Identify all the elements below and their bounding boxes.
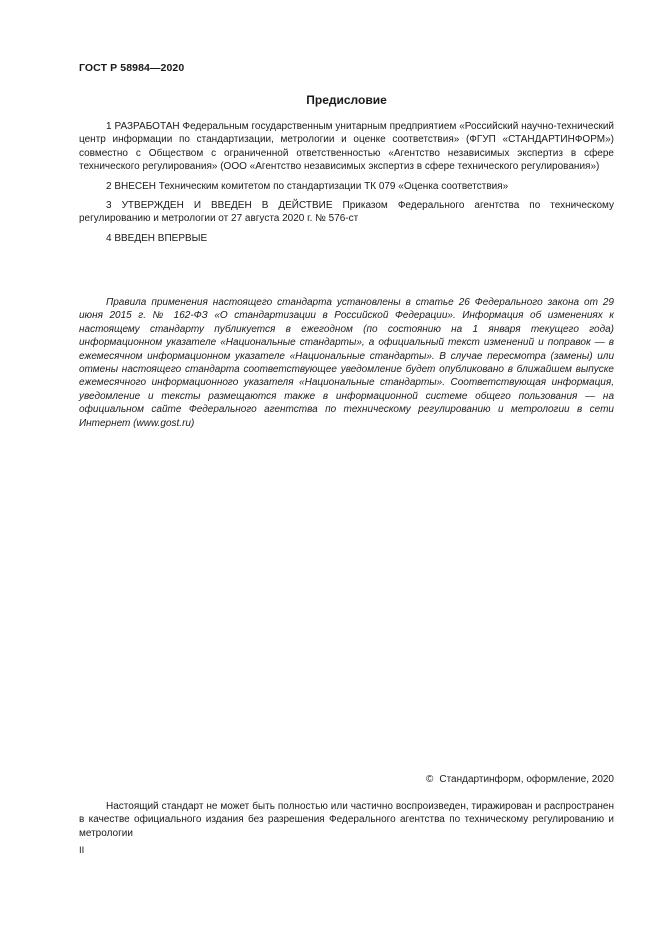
page-number: II xyxy=(79,845,85,856)
reproduction-rights-notice: Настоящий стандарт не может быть полностью или частично воспроизведен, тиражирован и распространен в качестве официального издания без разрешения Федерального агентства по техническому регулированию и метрологии xyxy=(79,801,614,839)
copyright-icon: © xyxy=(425,774,434,785)
application-rules-note: Правила применения настоящего стандарта установлены в статье 26 Федерального закона от 29 июня 2015 г. № 162-ФЗ «О стандартизации в Российской Федерации». Информация об изменениях к настоящему стандарту публикуется в ежегодном (по состоянию на 1 января текущего года) информационном указателе «Национальные стандарты», а официальный текст изменений и поправок — в ежемесячном информационном указателе «Национальные стандарты». В случае пересмотра (замены) или отмены настоящего стандарта соответствующее уведомление будет опубликовано в ближайшем выпуске ежемесячного информационного указателя «Национальные стандарты». Соответствующая информация, уведомление и тексты размещаются также в информационной системе общего пользования — на официальном сайте Федерального агентства по техническому регулированию и метрологии в сети Интернет (www.gost.ru) xyxy=(79,297,614,429)
preface-title: Предисловие xyxy=(306,93,387,107)
copyright-line xyxy=(426,774,614,785)
preface-items xyxy=(79,120,614,251)
preface-item-approved: 3 УТВЕРЖДЕН И ВВЕДЕН В ДЕЙСТВИЕ Приказом Федерального агентства по техническому регулированию и метрологии от 27 августа 2020 г. № 576-ст xyxy=(79,200,614,225)
preface-item-submitted: 2 ВНЕСЕН Техническим комитетом по стандартизации ТК 079 «Оценка соответствия» xyxy=(106,180,509,192)
preface-item-introduced: 4 ВВЕДЕН ВПЕРВЫЕ xyxy=(106,232,208,244)
copyright-text: Стандартинформ, оформление, 2020 xyxy=(439,774,614,785)
preface-item-developed: 1 РАЗРАБОТАН Федеральным государственным унитарным предприятием «Российский научно-технический центр информации по стандартизации, метрологии и оценке соответствия» (ФГУП «СТАНДАРТИНФОРМ») совместно с Обществом с ограниченной ответственностью «Агентство независимых экспертиз в сфере технического регулирования» (ООО «Агентство независимых экспертиз в сфере технического регулирования») xyxy=(79,121,614,173)
document-code: ГОСТ Р 58984—2020 xyxy=(79,62,185,74)
